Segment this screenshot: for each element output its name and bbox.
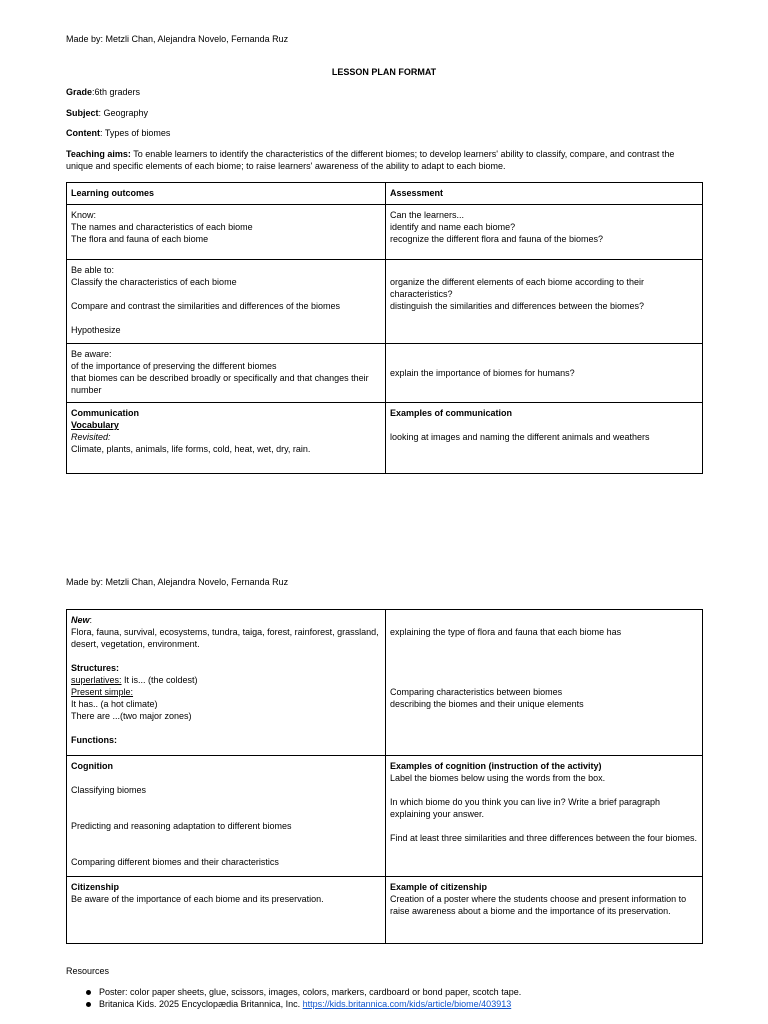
assessment-item: recognize the different flora and fauna of the biomes?: [390, 234, 603, 244]
cognition-instruction: In which biome do you think you can live in? Write a brief paragraph explaining your answer.: [390, 797, 660, 819]
page-title: LESSON PLAN FORMAT: [331, 67, 437, 77]
cognition-examples-cell: [386, 756, 703, 877]
subject-value: : Geography: [98, 108, 149, 118]
subject-label: Subject: [66, 108, 99, 118]
resource-item-britannica: Britanica Kids. 2025 Encyclopædia Britannica, Inc. https://kids.britannica.com/kids/article/biome/403913: [66, 998, 726, 1010]
cognition-item: Comparing different biomes and their characteristics: [71, 857, 279, 867]
aware-label: Be aware:: [71, 349, 112, 359]
know-cell: [67, 205, 386, 260]
structure-example: There are ...(two major zones): [71, 711, 192, 721]
assessment-item: organize the different elements of each biome according to their characteristics?: [390, 277, 644, 299]
assessment-intro: Can the learners...: [390, 210, 465, 220]
functions-heading: Functions:: [71, 735, 117, 745]
resource-item-poster: Poster: color paper sheets, glue, scissors, images, colors, markers, cardboard or bond paper, scotch tape.: [66, 986, 726, 998]
assessment-item: distinguish the similarities and differences between the biomes?: [390, 301, 644, 311]
new-label: New: [71, 615, 90, 625]
citizenship-cell: [67, 877, 386, 944]
made-by-header-2: Made by: Metzli Chan, Alejandra Novelo, Fernanda Ruz: [66, 577, 289, 587]
examples-communication-text: looking at images and naming the different animals and weathers: [390, 432, 650, 442]
examples-communication-heading: Examples of communication: [390, 408, 513, 418]
new-words: Flora, fauna, survival, ecosystems, tundra, taiga, forest, rainforest, grassland, desert, vegetation, environment.: [71, 627, 379, 649]
content-value: : Types of biomes: [100, 128, 171, 138]
table-row-communication: [67, 403, 703, 474]
structure-example: It has.. (a hot climate): [71, 699, 158, 709]
able-item: Hypothesize: [71, 325, 121, 335]
made-by-header: Made by: Metzli Chan, Alejandra Novelo, Fernanda Ruz: [66, 34, 289, 44]
table-row-know: [67, 205, 703, 260]
cognition-cell: [67, 756, 386, 877]
know-item: The flora and fauna of each biome: [71, 234, 209, 244]
able-cell: [67, 260, 386, 344]
lesson-plan-table-1: [66, 182, 703, 474]
aims-value: To enable learners to identify the characteristics of the different biomes; to develop learners' ability to classify, compare, and contrast the unique and specific elements of each biome; to raise learners' awareness of the ability to adapt to each biome.: [66, 149, 675, 171]
citizenship-heading: Citizenship: [71, 882, 120, 892]
teaching-aims: [66, 148, 698, 172]
aware-cell: [67, 344, 386, 403]
able-item: Classify the characteristics of each biome: [71, 277, 237, 287]
vocabulary-heading: Vocabulary: [71, 420, 119, 430]
revisited-words: Climate, plants, animals, life forms, cold, heat, wet, dry, rain.: [71, 444, 311, 454]
grade-label: Grade: [66, 87, 93, 97]
britannica-link[interactable]: https://kids.britannica.com/kids/article/biome/403913: [302, 999, 512, 1009]
communication-examples-cell: [386, 403, 703, 474]
table-row-citizenship: [67, 877, 703, 944]
new-vocabulary-cell: [67, 610, 386, 756]
citizenship-text: Be aware of the importance of each biome and its preservation.: [71, 894, 324, 904]
new-example: Comparing characteristics between biomes: [390, 687, 563, 697]
know-item: The names and characteristics of each biome: [71, 222, 253, 232]
assessment-item: explain the importance of biomes for humans?: [390, 368, 575, 378]
aware-assessment-cell: [386, 344, 703, 403]
citizenship-examples-cell: [386, 877, 703, 944]
header-assessment: Assessment: [386, 183, 703, 205]
aims-label: Teaching aims:: [66, 149, 131, 159]
aware-item: of the importance of preserving the different biomes: [71, 361, 277, 371]
structures-heading: Structures:: [71, 663, 120, 673]
able-item: Compare and contrast the similarities and differences of the biomes: [71, 301, 340, 311]
examples-citizenship-heading: Example of citizenship: [390, 882, 488, 892]
cognition-instruction: Label the biomes below using the words from the box.: [390, 773, 606, 783]
communication-heading: Communication: [71, 408, 140, 418]
content-label: Content: [66, 128, 100, 138]
subject-line: [66, 107, 702, 119]
table-row-cognition: [67, 756, 703, 877]
present-simple-label: Present simple:: [71, 687, 134, 697]
revisited-label: Revisited:: [71, 432, 111, 442]
table-header-row: [67, 183, 703, 205]
grade-line: [66, 86, 702, 98]
know-assessment-cell: [386, 205, 703, 260]
able-assessment-cell: [386, 260, 703, 344]
citizenship-example-text: Creation of a poster where the students choose and present information to raise awareness about a biome and the importance of its preservation.: [390, 894, 687, 916]
header-learning-outcomes: Learning outcomes: [67, 183, 386, 205]
assessment-item: identify and name each biome?: [390, 222, 516, 232]
lesson-plan-table-2: [66, 609, 703, 944]
new-label-line: New:: [71, 615, 93, 625]
able-label: Be able to:: [71, 265, 115, 275]
resources-list: [66, 986, 726, 1010]
superlatives-line: superlatives: It is... (the coldest): [71, 675, 198, 685]
communication-cell: [67, 403, 386, 474]
grade-value: :6th graders: [92, 87, 141, 97]
examples-cognition-heading: Examples of cognition (instruction of the activity): [390, 761, 602, 771]
cognition-instruction: Find at least three similarities and three differences between the four biomes.: [390, 833, 697, 843]
cognition-item: Predicting and reasoning adaptation to different biomes: [71, 821, 292, 831]
table-row-new: [67, 610, 703, 756]
cognition-heading: Cognition: [71, 761, 113, 771]
table-row-able: [67, 260, 703, 344]
aware-item: that biomes can be described broadly or specifically and that changes their number: [71, 373, 369, 395]
know-label: Know:: [71, 210, 97, 220]
new-example: describing the biomes and their unique elements: [390, 699, 584, 709]
content-line: [66, 127, 702, 139]
new-example: explaining the type of flora and fauna that each biome has: [390, 627, 622, 637]
resources-heading: Resources: [66, 966, 110, 976]
cognition-item: Classifying biomes: [71, 785, 147, 795]
new-examples-cell: [386, 610, 703, 756]
table-row-aware: [67, 344, 703, 403]
